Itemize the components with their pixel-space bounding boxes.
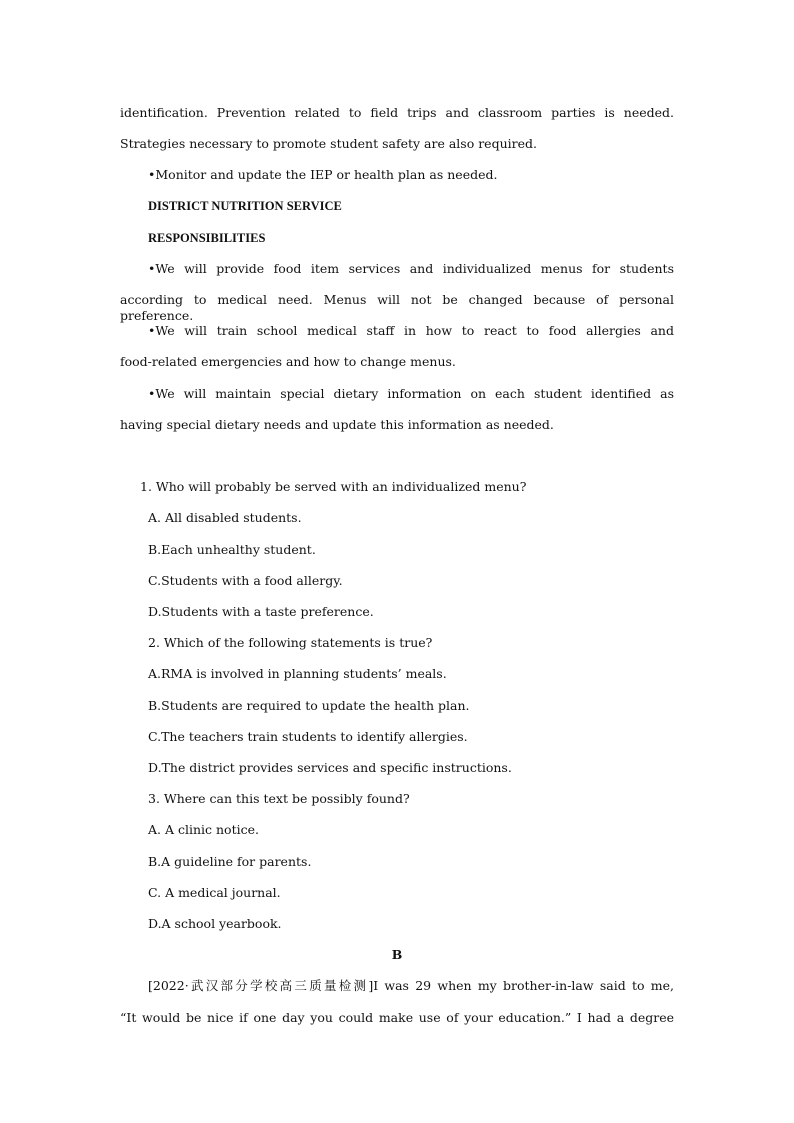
question-option: C. A medical journal. bbox=[148, 885, 281, 900]
question-option: C.Students with a food allergy. bbox=[148, 573, 343, 588]
question-option: A. All disabled students. bbox=[148, 510, 302, 525]
question-stem: 2. Which of the following statements is true? bbox=[148, 635, 433, 650]
passage-bullet-line: •We will maintain special dietary information on each student identified as bbox=[148, 386, 674, 401]
passage-line: [2022·武汉部分学校高三质量检测]I was 29 when my brother-in-law said to me, bbox=[148, 978, 674, 993]
passage-bullet-line: •Monitor and update the IEP or health plan as needed. bbox=[148, 167, 498, 182]
section-b-heading: B bbox=[391, 947, 403, 962]
question-option: A.RMA is involved in planning students’ meals. bbox=[148, 666, 447, 681]
passage-line: Strategies necessary to promote student safety are also required. bbox=[120, 136, 537, 151]
passage-bullet-line: •We will train school medical staff in how to react to food allergies and bbox=[148, 323, 674, 338]
question-option: B.Students are required to update the health plan. bbox=[148, 698, 470, 713]
section-heading: RESPONSIBILITIES bbox=[148, 231, 266, 245]
question-stem: 1. Who will probably be served with an individualized menu? bbox=[140, 479, 527, 494]
passage-line: having special dietary needs and update this information as needed. bbox=[120, 417, 554, 432]
question-option: C.The teachers train students to identify allergies. bbox=[148, 729, 468, 744]
passage-line: identification. Prevention related to field trips and classroom parties is needed. bbox=[120, 105, 674, 120]
section-heading: DISTRICT NUTRITION SERVICE bbox=[148, 199, 342, 213]
question-option: D.A school yearbook. bbox=[148, 916, 282, 931]
passage-line: food-related emergencies and how to change menus. bbox=[120, 354, 456, 369]
question-option: D.Students with a taste preference. bbox=[148, 604, 374, 619]
question-option: B.A guideline for parents. bbox=[148, 854, 312, 869]
passage-line: “It would be nice if one day you could make use of your education.” I had a degree bbox=[120, 1010, 674, 1025]
question-option: B.Each unhealthy student. bbox=[148, 542, 316, 557]
question-stem: 3. Where can this text be possibly found? bbox=[148, 791, 410, 806]
question-option: A. A clinic notice. bbox=[148, 822, 259, 837]
question-option: D.The district provides services and specific instructions. bbox=[148, 760, 512, 775]
passage-line: according to medical need. Menus will not be changed because of personal preference. bbox=[120, 292, 674, 323]
passage-bullet-line: •We will provide food item services and individualized menus for students bbox=[148, 261, 674, 276]
